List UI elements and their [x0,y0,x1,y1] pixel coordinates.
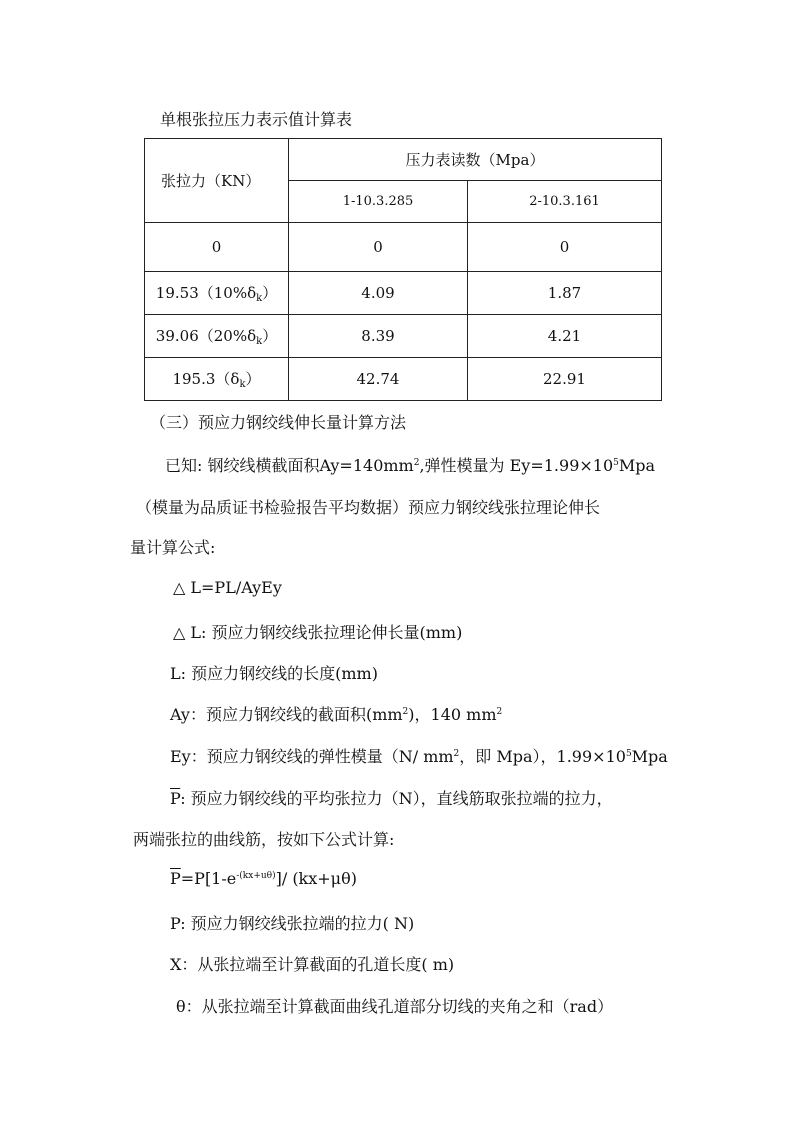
table-row [145,272,662,315]
definition-ey: Ey：预应力钢绞线的弹性模量（N/ $mm^2$，即 Mpa），$1.99\times 10^5Mpa$ [170,747,668,766]
paragraph-modulus-note: （模量为品质证书检验报告平均数据）预应力钢绞线张拉理论伸长 [136,498,601,517]
definition-l: L: 预应力钢绞线的长度(mm) [170,664,378,683]
table-caption: 单根张拉压力表示值计算表 [160,110,353,129]
definition-x: X：从张拉端至计算截面的孔道长度( m) [170,955,455,974]
header-gauge-2: 2-10.3.161 [468,181,662,223]
gauge-2-cell: 1.87 [468,272,662,315]
definition-ay: Ay：预应力钢绞线的截面积$(mm^2)$，140 $mm^2$ [170,705,503,724]
gauge-1-cell: 42.74 [289,358,468,401]
pressure-gauge-table [144,138,662,401]
force-cell: $195.3(\delta_k)$ [145,358,289,401]
table-row [145,223,662,272]
definition-delta-l: △ L: 预应力钢绞线张拉理论伸长量(mm) [173,623,463,642]
definition-theta: θ：从张拉端至计算截面曲线孔道部分切线的夹角之和（rad） [176,997,614,1016]
header-gauge-reading: 压力表读数（Mpa） [289,139,662,181]
formula-p-bar: $\overline{P}=P[1-e^{-(kx+u\theta)}]/$ (kx+μθ) [170,869,357,888]
gauge-1-cell: 8.39 [289,315,468,358]
gauge-1-cell: 4.09 [289,272,468,315]
gauge-2-cell: 22.91 [468,358,662,401]
section-heading: （三）预应力钢绞线伸长量计算方法 [150,413,407,432]
gauge-1-cell: 0 [289,223,468,272]
header-tension-force: 张拉力（KN） [145,139,289,223]
force-cell: $39.06(20\%\delta_k)$ [145,315,289,358]
formula-elongation: △ L=PL/AyEy [173,578,282,597]
definition-p: P: 预应力钢绞线张拉端的拉力( N) [170,914,415,933]
force-cell: $19.53(10\%\delta_k)$ [145,272,289,315]
gauge-2-cell: 0 [468,223,662,272]
table-row [145,358,662,401]
force-cell: 0 [145,223,289,272]
gauge-2-cell: 4.21 [468,315,662,358]
paragraph-formula-intro: 量计算公式: [130,538,216,557]
definition-p-bar-cont: 两端张拉的曲线筋，按如下公式计算: [133,830,395,849]
header-gauge-1: 1-10.3.285 [289,181,468,223]
definition-p-bar: $\overline{P}$: 预应力钢绞线的平均张拉力（N），直线筋取张拉端的拉力， [170,789,613,808]
paragraph-known: 已知: 钢绞线横截面积$Ay=140mm^2$,弹性模量为 $Ey=1.99\times 10^5Mpa$ [165,456,656,475]
table-row [145,315,662,358]
